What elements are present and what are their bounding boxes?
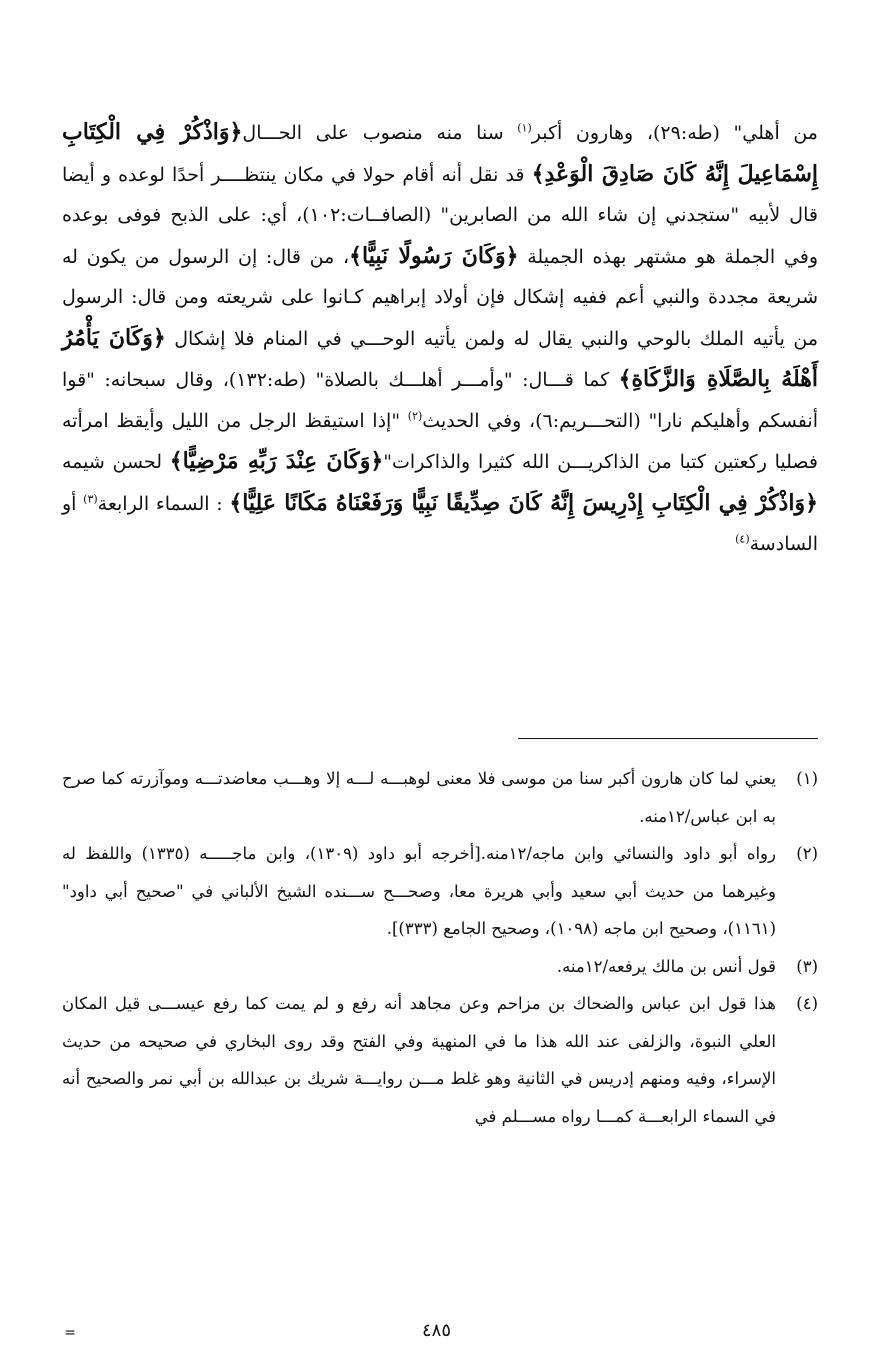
- footnote-item: [62, 835, 818, 948]
- text-segment: لحسن شيمه: [62, 451, 170, 473]
- quran-verse: ﴿وَكَانَ رَسُولًا نَبِيًّا﴾: [349, 242, 519, 269]
- footnote-ref-2: (٢): [407, 409, 423, 423]
- footnote-text: هذا قول ابن عباس والضحاك بن مزاحم وعن مجاهد أنه رفع و لم يمت كما رفع عيســـى قيل المكان العلي النبوة، والزلفى عند الله هذا ما في المنهية وفي الفتح وقد روى البخاري في صحيحه من حديث الإسراء، وفيه ومنهم إدريس في الثانية وهو غلط مـــن روايـــة شريك بن عبدالله بن أبي نمر والصحيح أنه في السماء الرابعـــة كمـــا رواه مســـلم في: [62, 994, 776, 1126]
- continuation-mark: =: [64, 1325, 76, 1341]
- footnote-item: [62, 760, 818, 835]
- page-number: ٤٨٥: [421, 1320, 451, 1341]
- text-segment: من أهلي" (طه:٢٩)، وهارون أكبر: [531, 122, 818, 144]
- text-segment: ، من قال: إن الرسول من يكون له شريعة مجددة والنبي أعم ففيه إشكال فإن أولاد إبراهيم كـانوا على شريعته ومن قال: الرسول من يأتيه الملك بالوحي والنبي يقال له ولمن يأتيه الوحـــي في المنام فلا إشكال: [62, 245, 818, 350]
- footnote-ref-3: (٣): [83, 492, 98, 506]
- footnote-number: (٢): [796, 844, 818, 863]
- footnote-number: (٤): [796, 994, 818, 1013]
- quran-verse: ﴿وَاذْكُرْ فِي الْكِتَابِ إِدْرِيسَ إِنَّهُ كَانَ صِدِّيقًا نَبِيًّا وَرَفَعْنَاهُ مَكَانًا عَلِيًّا﴾: [229, 489, 818, 516]
- quran-verse: ﴿وَاذْكُرْ فِي الْكِتَابِ إِسْمَاعِيلَ إِنَّهُ كَانَ صَادِقَ الْوَعْدِ﴾: [62, 119, 818, 187]
- text-segment: قد نقل أنه أقام حولا في مكان ينتظــــر أحدًا لوعده و أيضا قال لأبيه "ستجدني إن شاء الله من الصابرين" (الصافــات:١٠٢)، أي: على الذبح فوفى بوعده وفي الجملة هو مشتهر بهذه الجميلة: [62, 163, 818, 268]
- footnote-separator: [518, 738, 818, 739]
- text-segment: أو السادسة: [62, 492, 818, 555]
- footnote-ref-4: (٤): [735, 532, 750, 546]
- main-text-paragraph: [62, 112, 818, 565]
- quran-verse: ﴿وَكَانَ يَأْمُرُ أَهْلَهُ بِالصَّلَاةِ وَالزَّكَاةِ﴾: [62, 324, 819, 392]
- footnote-text: قول أنس بن مالك يرفعه/١٢منه.: [556, 956, 776, 976]
- text-segment: : السماء الرابعة: [97, 492, 230, 515]
- footnote-text: يعني لما كان هارون أكبر سنا من موسى فلا معنى لوهبـــه لـــه إلا وهـــب معاضدتـــه وموآزرته كما صرح به ابن عباس/١٢منه.: [62, 769, 776, 826]
- text-segment: كما قـــال: "وأمـــر أهلـــك بالصلاة" (طه:١٣٢)، وقال سبحانه: "قوا أنفسكم وأهليكم نارا" (التحـــريم:٦)، وفي الحديث: [62, 369, 818, 432]
- book-page: [62, 112, 818, 1342]
- footnote-ref-1: (١): [517, 121, 532, 135]
- text-segment: "إذا استيقظ الرجل من الليل وأيقظ امرأته فصليا ركعتين كتبا من الذاكريـــن الله كثيرا والذاكرات": [62, 409, 818, 473]
- footnote-text: رواه أبو داود والنسائي وابن ماجه/١٢منه.[أخرجه أبو داود (١٣٠٩)، وابن ماجـــــه (١٣٣٥) واللفظ له وغيرهما من حديث أبي سعيد وأبي هريرة معا، وصحـــح ســـنده الشيخ الألباني في "صحيح أبي داود" (١١٦١)، وصحيح ابن ماجه (١٠٩٨)، وصحيح الجامع (٣٣٣)].: [62, 844, 776, 938]
- quran-verse: ﴿وَكَانَ عِنْدَ رَبِّهِ مَرْضِيًّا﴾: [169, 448, 384, 474]
- footnotes-list: [62, 760, 818, 1135]
- footnote-number: (٣): [796, 956, 818, 976]
- footnote-item: [62, 985, 818, 1135]
- footnote-item: [62, 948, 818, 986]
- text-segment: سنا منه منصوب على الحـــال: [242, 122, 518, 144]
- footnote-number: (١): [796, 769, 818, 788]
